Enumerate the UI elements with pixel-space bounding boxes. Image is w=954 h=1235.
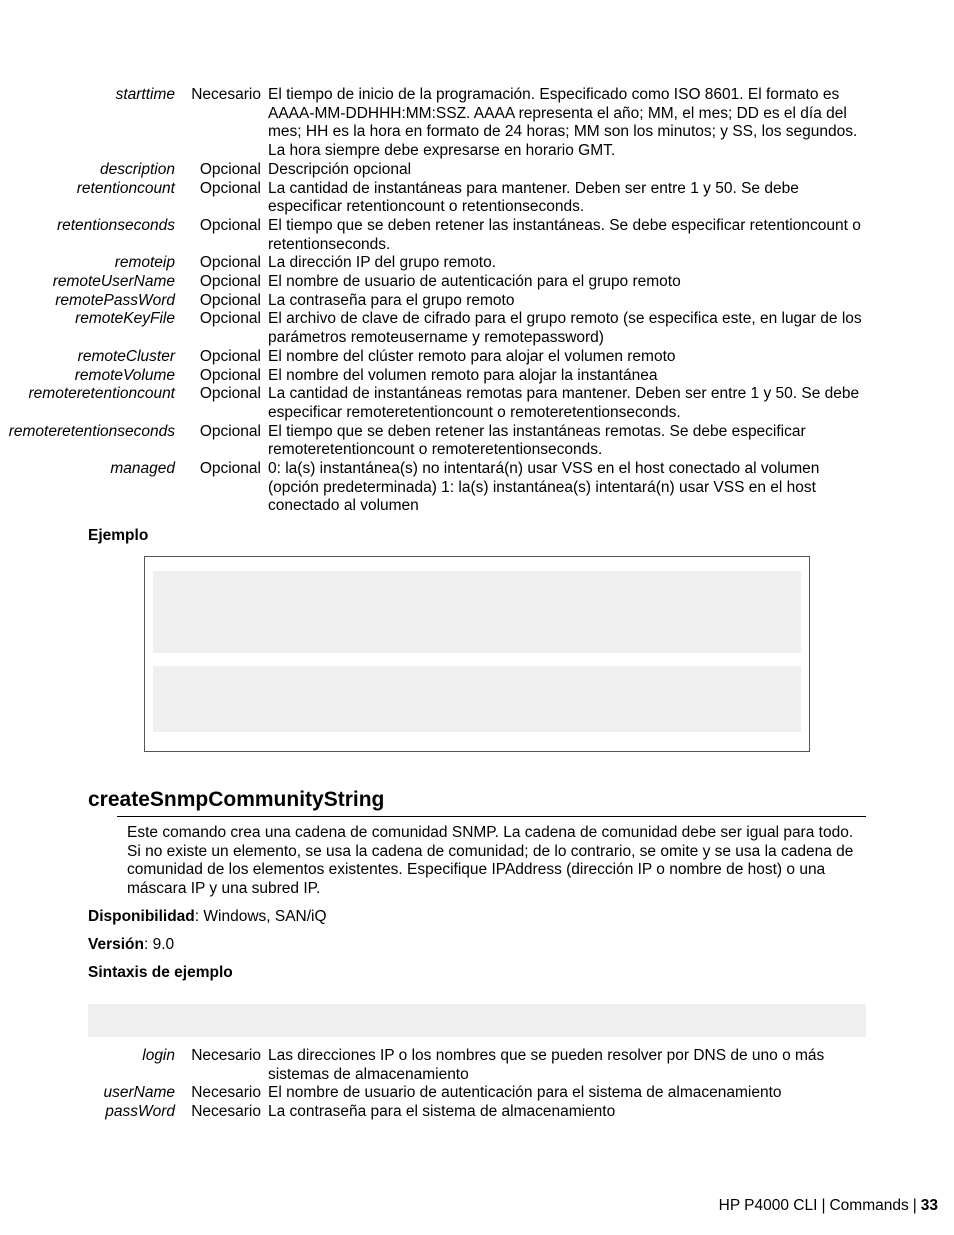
parameter-name: retentionseconds xyxy=(56,216,175,234)
version xyxy=(88,936,174,954)
parameter-requirement: Necesario xyxy=(191,1047,261,1064)
parameter-name: remoteip xyxy=(114,254,175,272)
parameter-description: El nombre de usuario de autenticación para el sistema de almacenamiento xyxy=(268,1084,782,1102)
parameter-requirement: Opcional xyxy=(199,422,261,440)
parameter-name: passWord xyxy=(105,1103,175,1121)
footer-chapter: Commands xyxy=(829,1197,909,1214)
section-title: createSnmpCommunityString xyxy=(88,788,385,811)
parameter-description: El archivo de clave de cifrado para el grupo remoto (se especifica este, en lugar de los parámetros remoteusername y remotepassword) xyxy=(268,310,862,347)
parameter-name: remoteCluster xyxy=(77,347,175,365)
parameter-requirement: Opcional xyxy=(199,291,261,309)
parameter-row xyxy=(0,86,954,161)
parameter-name: remotePassWord xyxy=(55,291,175,309)
parameter-name: remoteretentioncount xyxy=(28,385,175,403)
parameter-name: description xyxy=(100,160,175,178)
parameter-row xyxy=(0,254,954,273)
availability-value: : Windows, SAN/iQ xyxy=(194,908,327,925)
parameter-description: El tiempo que se deben retener las instantáneas remotas. Se debe especificar remoteretentioncount o remoteretentionseconds. xyxy=(268,422,806,459)
parameter-name: login xyxy=(142,1047,175,1064)
parameter-row xyxy=(0,292,954,311)
parameter-requirement: Opcional xyxy=(199,347,261,365)
version-value: : 9.0 xyxy=(144,936,175,953)
parameter-row xyxy=(0,217,954,254)
parameter-name: remoteretentionseconds xyxy=(8,422,175,440)
parameter-requirement: Opcional xyxy=(199,385,261,403)
parameter-row xyxy=(0,460,954,516)
parameter-requirement: Opcional xyxy=(199,310,261,328)
parameter-description: El nombre de usuario de autenticación para el grupo remoto xyxy=(268,273,681,291)
parameter-row xyxy=(0,273,954,292)
parameter-row xyxy=(0,310,954,347)
parameter-row xyxy=(0,161,954,180)
parameter-table-top xyxy=(0,86,954,516)
parameter-description: La cantidad de instantáneas remotas para mantener. Deben ser entre 1 y 50. Se debe especificar remoteretentioncount o remoteretentionseconds. xyxy=(268,385,860,421)
parameter-row xyxy=(0,367,954,386)
parameter-requirement: Necesario xyxy=(191,1103,261,1121)
syntax-label: Sintaxis de ejemplo xyxy=(88,964,233,981)
parameter-row xyxy=(0,385,954,422)
parameter-description: El nombre del clúster remoto para alojar el volumen remoto xyxy=(268,347,676,365)
parameter-requirement: Necesario xyxy=(191,1084,261,1102)
page-number: 33 xyxy=(920,1197,938,1214)
parameter-description: El tiempo que se deben retener las instantáneas. Se debe especificar retentioncount o retentionseconds. xyxy=(268,216,861,253)
parameter-description: Las direcciones IP o los nombres que se pueden resolver por DNS de uno o más sistemas de almacenamiento xyxy=(268,1047,825,1083)
example-box xyxy=(144,556,810,752)
availability xyxy=(88,908,327,926)
syntax-code-block xyxy=(88,1004,866,1037)
parameter-requirement: Opcional xyxy=(199,216,261,234)
page-footer: HP P4000 CLI | Commands | 33 xyxy=(718,1197,938,1214)
parameter-description: La dirección IP del grupo remoto. xyxy=(268,254,497,272)
parameter-description: El nombre del volumen remoto para alojar la instantánea xyxy=(268,366,658,384)
parameter-requirement: Opcional xyxy=(199,273,261,291)
version-label: Versión xyxy=(88,936,144,953)
parameter-requirement: Opcional xyxy=(199,160,261,178)
parameter-requirement: Opcional xyxy=(199,179,261,197)
parameter-description: Descripción opcional xyxy=(268,160,412,178)
parameter-requirement: Opcional xyxy=(199,460,261,478)
example-label: Ejemplo xyxy=(88,527,149,544)
parameter-name: retentioncount xyxy=(76,179,175,197)
parameter-name: managed xyxy=(110,460,175,478)
parameter-row xyxy=(0,1103,954,1122)
parameter-table-bottom xyxy=(0,1047,954,1122)
parameter-description: La contraseña para el sistema de almacenamiento xyxy=(268,1103,616,1121)
parameter-name: starttime xyxy=(115,86,175,103)
parameter-row xyxy=(0,423,954,460)
parameter-requirement: Opcional xyxy=(199,366,261,384)
parameter-description: 0: la(s) instantánea(s) no intentará(n) usar VSS en el host conectado al volumen (opción predeterminada) 1: la(s) instantánea(s) intentará(n) usar VSS en el host conectado al volumen xyxy=(268,460,820,515)
parameter-description: La cantidad de instantáneas para mantener. Deben ser entre 1 y 50. Se debe especificar retentioncount o retentionseconds. xyxy=(268,179,799,216)
parameter-name: userName xyxy=(103,1084,175,1102)
parameter-requirement: Necesario xyxy=(191,86,261,103)
code-block xyxy=(153,571,801,653)
availability-label: Disponibilidad xyxy=(88,908,195,925)
parameter-row xyxy=(0,1047,954,1084)
section-rule xyxy=(117,816,866,817)
section-intro: Este comando crea una cadena de comunidad SNMP. La cadena de comunidad debe ser igual para todo. Si no existe un elemento, se usa la cadena de comunidad; de lo contrario, se omite y se usa la cadena de comunidad de los elementos existentes. Especifique IPAddress (dirección IP o nombre de host) o una máscara IP y una subred IP. xyxy=(127,824,854,898)
parameter-description: La contraseña para el grupo remoto xyxy=(268,291,515,309)
parameter-row xyxy=(0,348,954,367)
parameter-name: remoteKeyFile xyxy=(75,310,175,328)
code-block xyxy=(153,666,801,732)
parameter-row xyxy=(0,180,954,217)
footer-product: HP P4000 CLI xyxy=(718,1197,818,1214)
parameter-name: remoteVolume xyxy=(74,366,175,384)
parameter-requirement: Opcional xyxy=(199,254,261,272)
parameter-row xyxy=(0,1084,954,1103)
parameter-description: El tiempo de inicio de la programación. Especificado como ISO 8601. El formato es AAAA-MM-DDHHH:MM:SSZ. AAAA representa el año; MM, el mes; DD es el día del mes; HH es la hora en formato de 24 horas; MM son los minutos; y SS, los segundos. La hora siempre debe expresarse en horario GMT. xyxy=(268,86,858,160)
parameter-name: remoteUserName xyxy=(52,273,175,291)
